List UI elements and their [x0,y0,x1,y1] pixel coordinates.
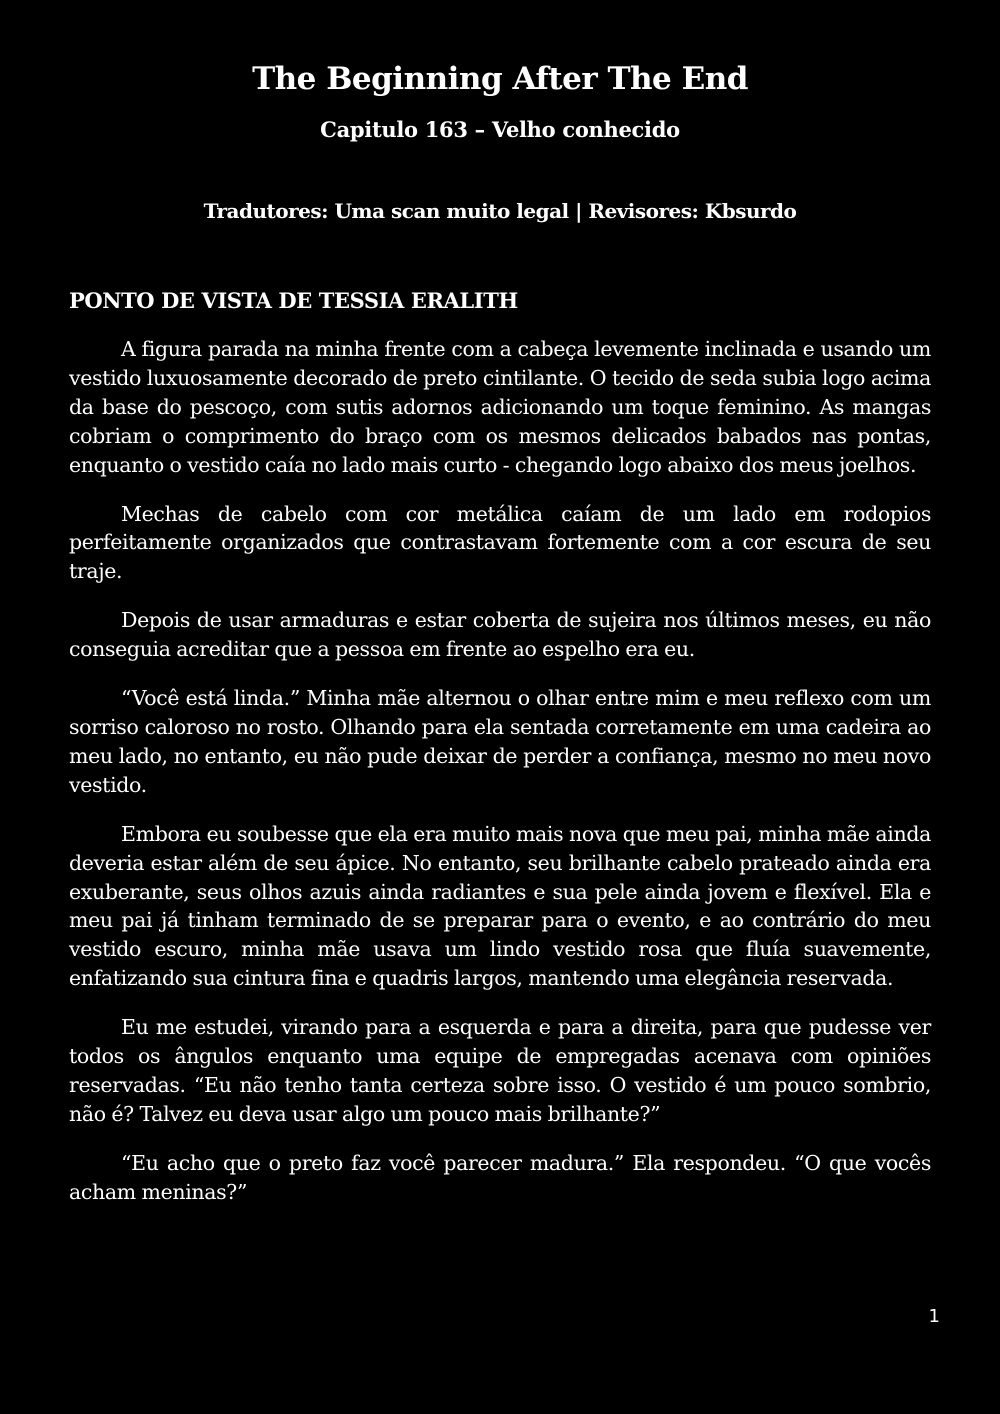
document-body [69,335,931,1227]
paragraph: A figura parada na minha frente com a cabeça levemente inclinada e usando um vestido luxuosamente decorado de preto cintilante. O tecido de seda subia logo acima da base do pescoço, com sutis adornos adicionando um toque feminino. As mangas cobriam o comprimento do braço com os mesmos delicados babados nas pontas, enquanto o vestido caía no lado mais curto - chegando logo abaixo dos meus joelhos. [69,337,931,477]
paragraph: “Eu acho que o preto faz você parecer madura.” Ela respondeu. “O que vocês acham meninas?” [69,1150,931,1204]
pov-heading: PONTO DE VISTA DE TESSIA ERALITH [69,288,518,313]
paragraph: Mechas de cabelo com cor metálica caíam de um lado em rodopios perfeitamente organizados que contrastavam fortemente com a cor escura de seu traje. [69,501,931,584]
paragraph: Depois de usar armaduras e estar coberta de sujeira nos últimos meses, eu não conseguia acreditar que a pessoa em frente ao espelho era eu. [69,608,931,662]
document-title: The Beginning After The End [252,61,748,97]
credits-line: Tradutores: Uma scan muito legal | Revisores: Kbsurdo [203,199,797,223]
chapter-title: Capitulo 163 – Velho conhecido [320,117,680,142]
paragraph: Eu me estudei, virando para a esquerda e para a direita, para que pudesse ver todos os ângulos enquanto uma equipe de empregadas acenava com opiniões reservadas. “Eu não tenho tanta certeza sobre isso. O vestido é um pouco sombrio, não é? Talvez eu deva usar algo um pouco mais brilhante?” [69,1015,931,1126]
page-number: 1 [928,1306,940,1327]
paragraph: “Você está linda.” Minha mãe alternou o olhar entre mim e meu reflexo com um sorriso caloroso no rosto. Olhando para ela sentada corretamente em uma cadeira ao meu lado, no entanto, eu não pude deixar de perder a confiança, mesmo no meu novo vestido. [69,686,931,797]
paragraph: Embora eu soubesse que ela era muito mais nova que meu pai, minha mãe ainda deveria estar além de seu ápice. No entanto, seu brilhante cabelo prateado ainda era exuberante, seus olhos azuis ainda radiantes e sua pele ainda jovem e flexível. Ela e meu pai já tinham terminado de se preparar para o evento, e ao contrário do meu vestido escuro, minha mãe usava um lindo vestido rosa que fluía suavemente, enfatizando sua cintura fina e quadris largos, mantendo uma elegância reservada. [69,821,931,991]
